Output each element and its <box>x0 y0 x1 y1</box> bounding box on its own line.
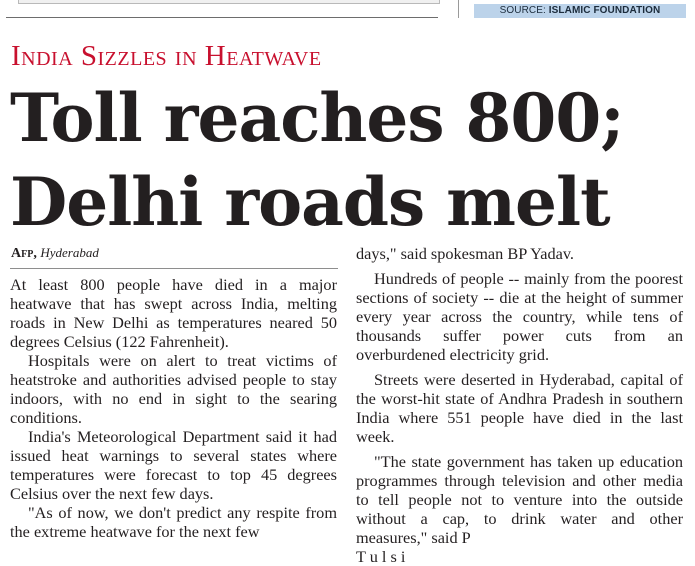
top-rule <box>6 17 438 18</box>
kicker: India Sizzles in Heatwave <box>11 40 322 72</box>
byline-rule <box>10 268 338 269</box>
top-strip <box>0 0 695 20</box>
previous-article-frame <box>18 0 440 4</box>
source-name: ISLAMIC FOUNDATION <box>548 5 661 16</box>
article-column-right <box>356 244 683 566</box>
paragraph: "The state government has taken up education programmes through television and other media to tell people not to venture into the outside without a cap, to drink water and other measures," said P <box>356 452 683 547</box>
paragraph: At least 800 people have died in a major heatwave that has swept across India, melting roads in New Delhi as temperatures neared 50 degrees Celsius (122 Fahrenheit). <box>10 275 337 351</box>
headline-line-2: Delhi roads melt <box>10 163 610 241</box>
paragraph: Hospitals were on alert to treat victims of heatstroke and authorities advised people to stay indoors, with no end in sight to the searing conditions. <box>10 351 337 427</box>
paragraph: India's Meteorological Department said it had issued heat warnings to several states where temperatures were forecast to top 45 degrees Celsius over the next few days. <box>10 427 337 503</box>
byline <box>11 245 99 262</box>
source-prefix: SOURCE: <box>499 5 546 16</box>
source-badge <box>474 4 686 18</box>
column-divider <box>458 0 459 18</box>
byline-place: Hyderabad <box>40 245 99 260</box>
paragraph: "As of now, we don't predict any respite from the extreme heatwave for the next few <box>10 503 337 541</box>
headline <box>10 76 690 244</box>
paragraph: Hundreds of people -- mainly from the poorest sections of society -- die at the height of summer every year across the country, while tens of thousands suffer power cuts from an overburdened electricity grid. <box>356 269 683 364</box>
paragraph-continuation: T u l s i <box>356 547 406 566</box>
paragraph: days," said spokesman BP Yadav. <box>356 244 574 263</box>
paragraph: Streets were deserted in Hyderabad, capital of the worst-hit state of Andhra Pradesh in southern India where 551 people have died in the last week. <box>356 370 683 446</box>
article-column-left <box>10 275 337 541</box>
headline-line-1: Toll reaches 800; <box>10 79 624 157</box>
byline-agency: Afp, <box>11 246 37 261</box>
